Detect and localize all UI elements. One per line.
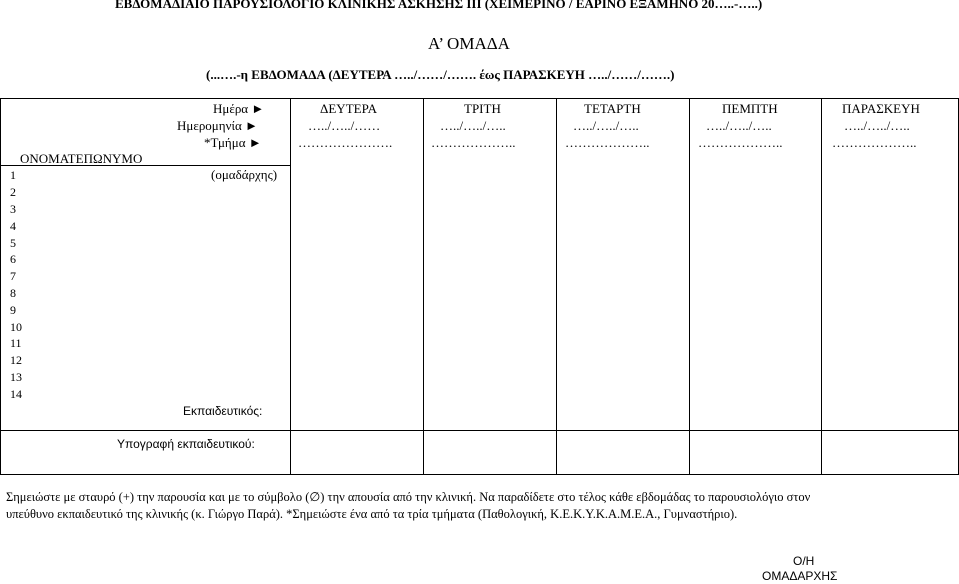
day-section: ………………..	[832, 135, 917, 150]
day-date: …../…../……	[308, 118, 381, 133]
row-number: 8	[10, 286, 16, 300]
day-section: ………………..	[431, 135, 516, 150]
label-section: *Τμήμα ►	[204, 135, 262, 150]
row-number: 4	[10, 219, 16, 233]
day-section: ………………….	[298, 135, 393, 150]
label-day: Ημέρα ►	[213, 101, 265, 116]
day-date: …../…../…..	[440, 118, 506, 133]
form-title: ΕΒΔΟΜΑΔΙΑΙΟ ΠΑΡΟΥΣΙΟΛΟΓΙΟ ΚΛΙΝΙΚΗΣ ΑΣΚΗΣΗΣ ΙΙΙ (ΧΕΙΜΕΡΙΝΟ / ΕΑΡΙΝΟ ΕΞΑΜΗΝΟ 20…..-…..)	[115, 0, 763, 11]
day-name: ΔΕΥΤΕΡΑ	[320, 101, 378, 116]
day-date: …../…../…..	[844, 118, 910, 133]
label-date: Ημερομηνία ►	[177, 118, 258, 133]
day-date: …../…../…..	[573, 118, 639, 133]
educator-label: Εκπαιδευτικός:	[183, 404, 263, 418]
day-name: ΤΕΤΑΡΤΗ	[584, 101, 641, 116]
day-section: ………………..	[565, 135, 650, 150]
day-name: ΤΡΙΤΗ	[464, 101, 501, 116]
label-name: ΟΝΟΜΑΤΕΠΩΝΥΜΟ	[20, 151, 143, 166]
week-range: (...….-η ΕΒΔΟΜΑΔΑ (ΔΕΥΤΕΡΑ …../……/……. έως ΠΑΡΑΣΚΕΥΗ …../……/…….)	[206, 67, 675, 82]
leader-signature-line1: Ο/Η	[793, 554, 815, 568]
row-number: 11	[10, 336, 22, 350]
row-number: 13	[10, 370, 22, 384]
day-name: ΠΕΜΠΤΗ	[722, 101, 778, 116]
row-number: 9	[10, 303, 16, 317]
row-number: 12	[10, 353, 22, 367]
signature-label: Υπογραφή εκπαιδευτικού:	[117, 437, 255, 451]
row-number: 10	[10, 320, 22, 334]
row-number: 1	[10, 168, 16, 182]
row-number: 7	[10, 269, 16, 283]
row-number: 6	[10, 252, 16, 266]
row-number: 2	[10, 185, 16, 199]
row-number: 14	[10, 387, 22, 401]
group-title: Α’ ΟΜΑΔΑ	[428, 34, 510, 53]
label-leader: (ομαδάρχης)	[211, 167, 278, 182]
row-number: 3	[10, 202, 16, 216]
notes-line-2: υπεύθυνο εκπαιδευτικό της κλινικής (κ. Γιώργο Παρά). *Σημειώστε ένα από τα τρία τμήματα (Παθολογική, Κ.Ε.Κ.Υ.Κ.Α.Μ.Ε.Α., Γυμναστήριο).	[6, 507, 738, 521]
day-date: …../…../…..	[706, 118, 772, 133]
row-number: 5	[10, 236, 16, 250]
notes-line-1: Σημειώστε με σταυρό (+) την παρουσία και με το σύμβολο (∅) την απουσία από την κλινική. Να παραδίδετε στο τέλος κάθε εβδομάδας το παρουσιολόγιο στον	[6, 490, 811, 504]
leader-signature-line2: ΟΜΑΔΑΡΧΗΣ	[762, 569, 838, 583]
day-name: ΠΑΡΑΣΚΕΥΗ	[842, 101, 920, 116]
day-section: ………………..	[698, 135, 783, 150]
